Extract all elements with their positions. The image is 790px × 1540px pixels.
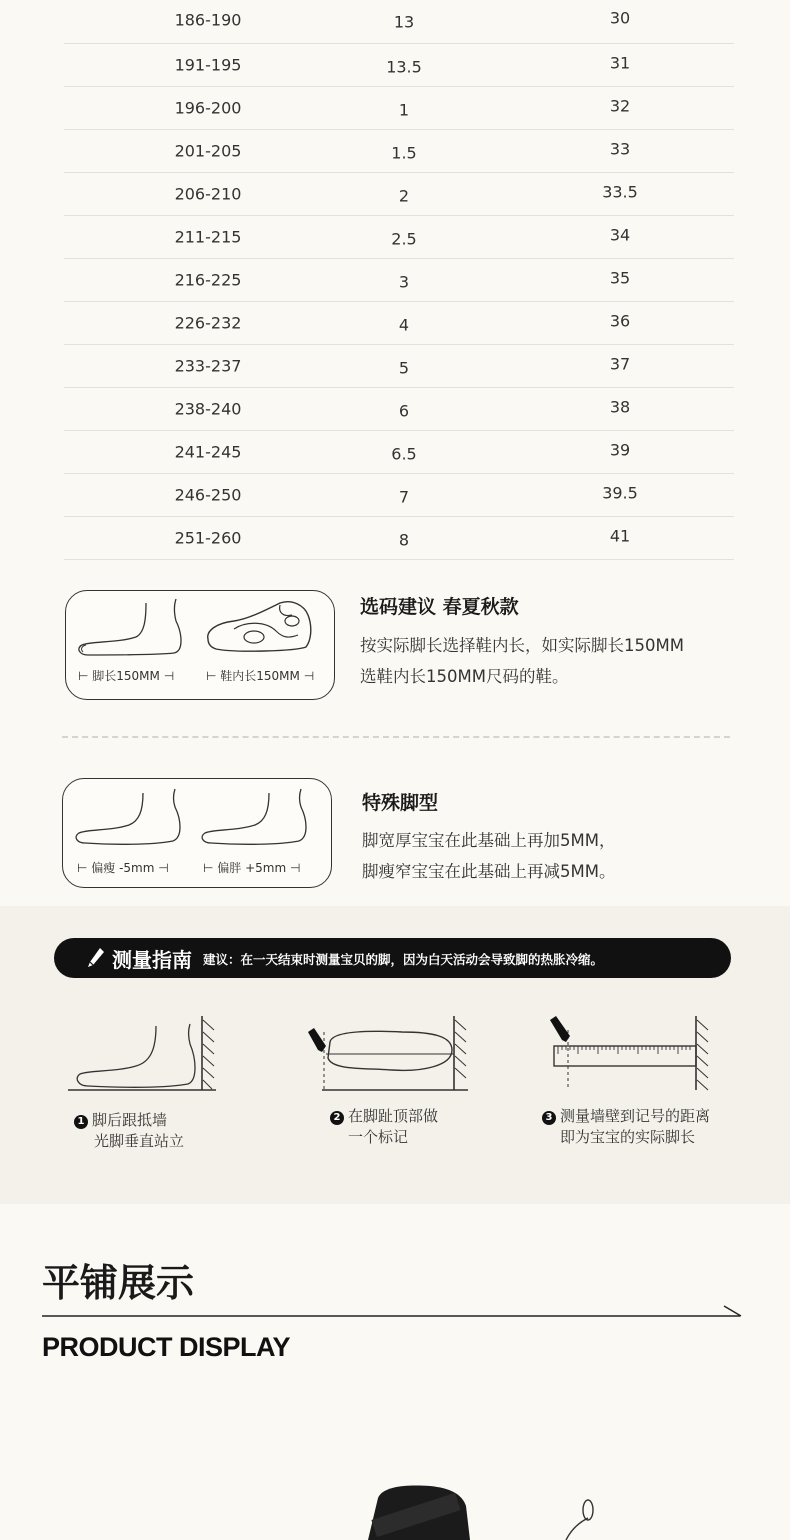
pencil-icon: [86, 946, 106, 970]
thin-foot-caption: ⊢ 偏瘦 -5mm ⊣: [77, 861, 169, 875]
us-size-cell: 7: [398, 487, 410, 507]
foot-length-cell: 191-195: [174, 55, 242, 75]
size-advice-illustration: [65, 590, 335, 700]
special-feet-illustration: [62, 778, 332, 888]
eu-size-cell: 30: [609, 8, 631, 28]
foot-length-cell: 241-245: [174, 442, 242, 462]
table-row: [64, 517, 734, 560]
divider: [62, 736, 730, 738]
size-advice-title: 选码建议 春夏秋款: [360, 596, 519, 618]
ruler-icon: [554, 1046, 696, 1066]
foot-length-cell: 196-200: [174, 98, 242, 118]
table-row: [64, 474, 734, 517]
us-size-cell: 6: [398, 401, 410, 421]
measure-guide-title: 测量指南: [112, 948, 192, 972]
size-advice-line2: 选鞋内长150MM尺码的鞋。: [360, 667, 569, 686]
us-size-cell: 13: [393, 12, 415, 32]
us-size-cell: 4: [398, 315, 410, 335]
foot-length-cell: 233-237: [174, 356, 242, 376]
step1-caption: 1 脚后跟抵墙 光脚垂直站立: [74, 1110, 184, 1152]
section-title-rule: [0, 1300, 790, 1330]
foot-length-cell: 211-215: [174, 227, 242, 247]
us-size-cell: 6.5: [391, 444, 417, 464]
step3-caption: 3 测量墙壁到记号的距离 即为宝宝的实际脚长: [542, 1106, 710, 1148]
foot-length-cell: 186-190: [174, 10, 242, 30]
table-row: [64, 173, 734, 216]
eu-size-cell: 36: [609, 311, 631, 331]
foot-length-caption: ⊢ 脚长150MM ⊣: [78, 669, 175, 683]
eu-size-cell: 31: [609, 53, 631, 73]
us-size-cell: 13.5: [386, 57, 422, 77]
step2-caption: 2 在脚趾顶部做 一个标记: [330, 1106, 438, 1148]
wide-foot-caption: ⊢ 偏胖 +5mm ⊣: [203, 861, 301, 875]
table-row: [64, 431, 734, 474]
foot-length-cell: 201-205: [174, 141, 242, 161]
table-row: [64, 345, 734, 388]
foot-length-cell: 251-260: [174, 528, 242, 548]
step3-illustration: [548, 1010, 718, 1100]
product-image-partial: [0, 1460, 790, 1540]
table-row: [64, 0, 734, 44]
size-advice-line1: 按实际脚长选择鞋内长，如实际脚长150MM: [360, 636, 684, 655]
section-title-cn: 平铺展示: [42, 1261, 195, 1305]
section-title-en: PRODUCT DISPLAY: [42, 1332, 291, 1362]
shoe-length-caption: ⊢ 鞋内长150MM ⊣: [206, 669, 315, 683]
eu-size-cell: 35: [609, 268, 631, 288]
step1-illustration: [66, 1010, 226, 1100]
measure-guide-banner: [54, 938, 731, 978]
table-row: [64, 302, 734, 345]
eu-size-cell: 33: [609, 139, 631, 159]
table-row: [64, 44, 734, 87]
eu-size-cell: 33.5: [602, 182, 638, 202]
eu-size-cell: 41: [609, 526, 631, 546]
measure-guide-tip: 建议：在一天结束时测量宝贝的脚，因为白天活动会导致脚的热胀冷缩。: [203, 952, 604, 967]
us-size-cell: 1.5: [391, 143, 417, 163]
us-size-cell: 3: [398, 272, 410, 292]
special-feet-title: 特殊脚型: [362, 792, 439, 814]
foot-length-cell: 246-250: [174, 485, 242, 505]
eu-size-cell: 34: [609, 225, 631, 245]
table-row: [64, 216, 734, 259]
special-feet-line1: 脚宽厚宝宝在此基础上再加5MM，: [362, 831, 616, 850]
us-size-cell: 5: [398, 358, 410, 378]
us-size-cell: 2: [398, 186, 410, 206]
us-size-cell: 8: [398, 530, 410, 550]
table-row: [64, 87, 734, 130]
foot-length-cell: 216-225: [174, 270, 242, 290]
foot-length-cell: 226-232: [174, 313, 242, 333]
eu-size-cell: 37: [609, 354, 631, 374]
eu-size-cell: 39.5: [602, 483, 638, 503]
step2-illustration: [302, 1010, 472, 1100]
size-table: [64, 0, 734, 560]
pencil-icon: [550, 1016, 570, 1042]
measure-guide-section: [0, 906, 790, 1204]
us-size-cell: 2.5: [391, 229, 417, 249]
eu-size-cell: 38: [609, 397, 631, 417]
foot-length-cell: 238-240: [174, 399, 242, 419]
eu-size-cell: 39: [609, 440, 631, 460]
table-row: [64, 259, 734, 302]
us-size-cell: 1: [398, 100, 410, 120]
special-feet-line2: 脚瘦窄宝宝在此基础上再减5MM。: [362, 862, 616, 881]
eu-size-cell: 32: [609, 96, 631, 116]
table-row: [64, 388, 734, 431]
pencil-icon: [308, 1028, 326, 1052]
foot-length-cell: 206-210: [174, 184, 242, 204]
table-row: [64, 130, 734, 173]
